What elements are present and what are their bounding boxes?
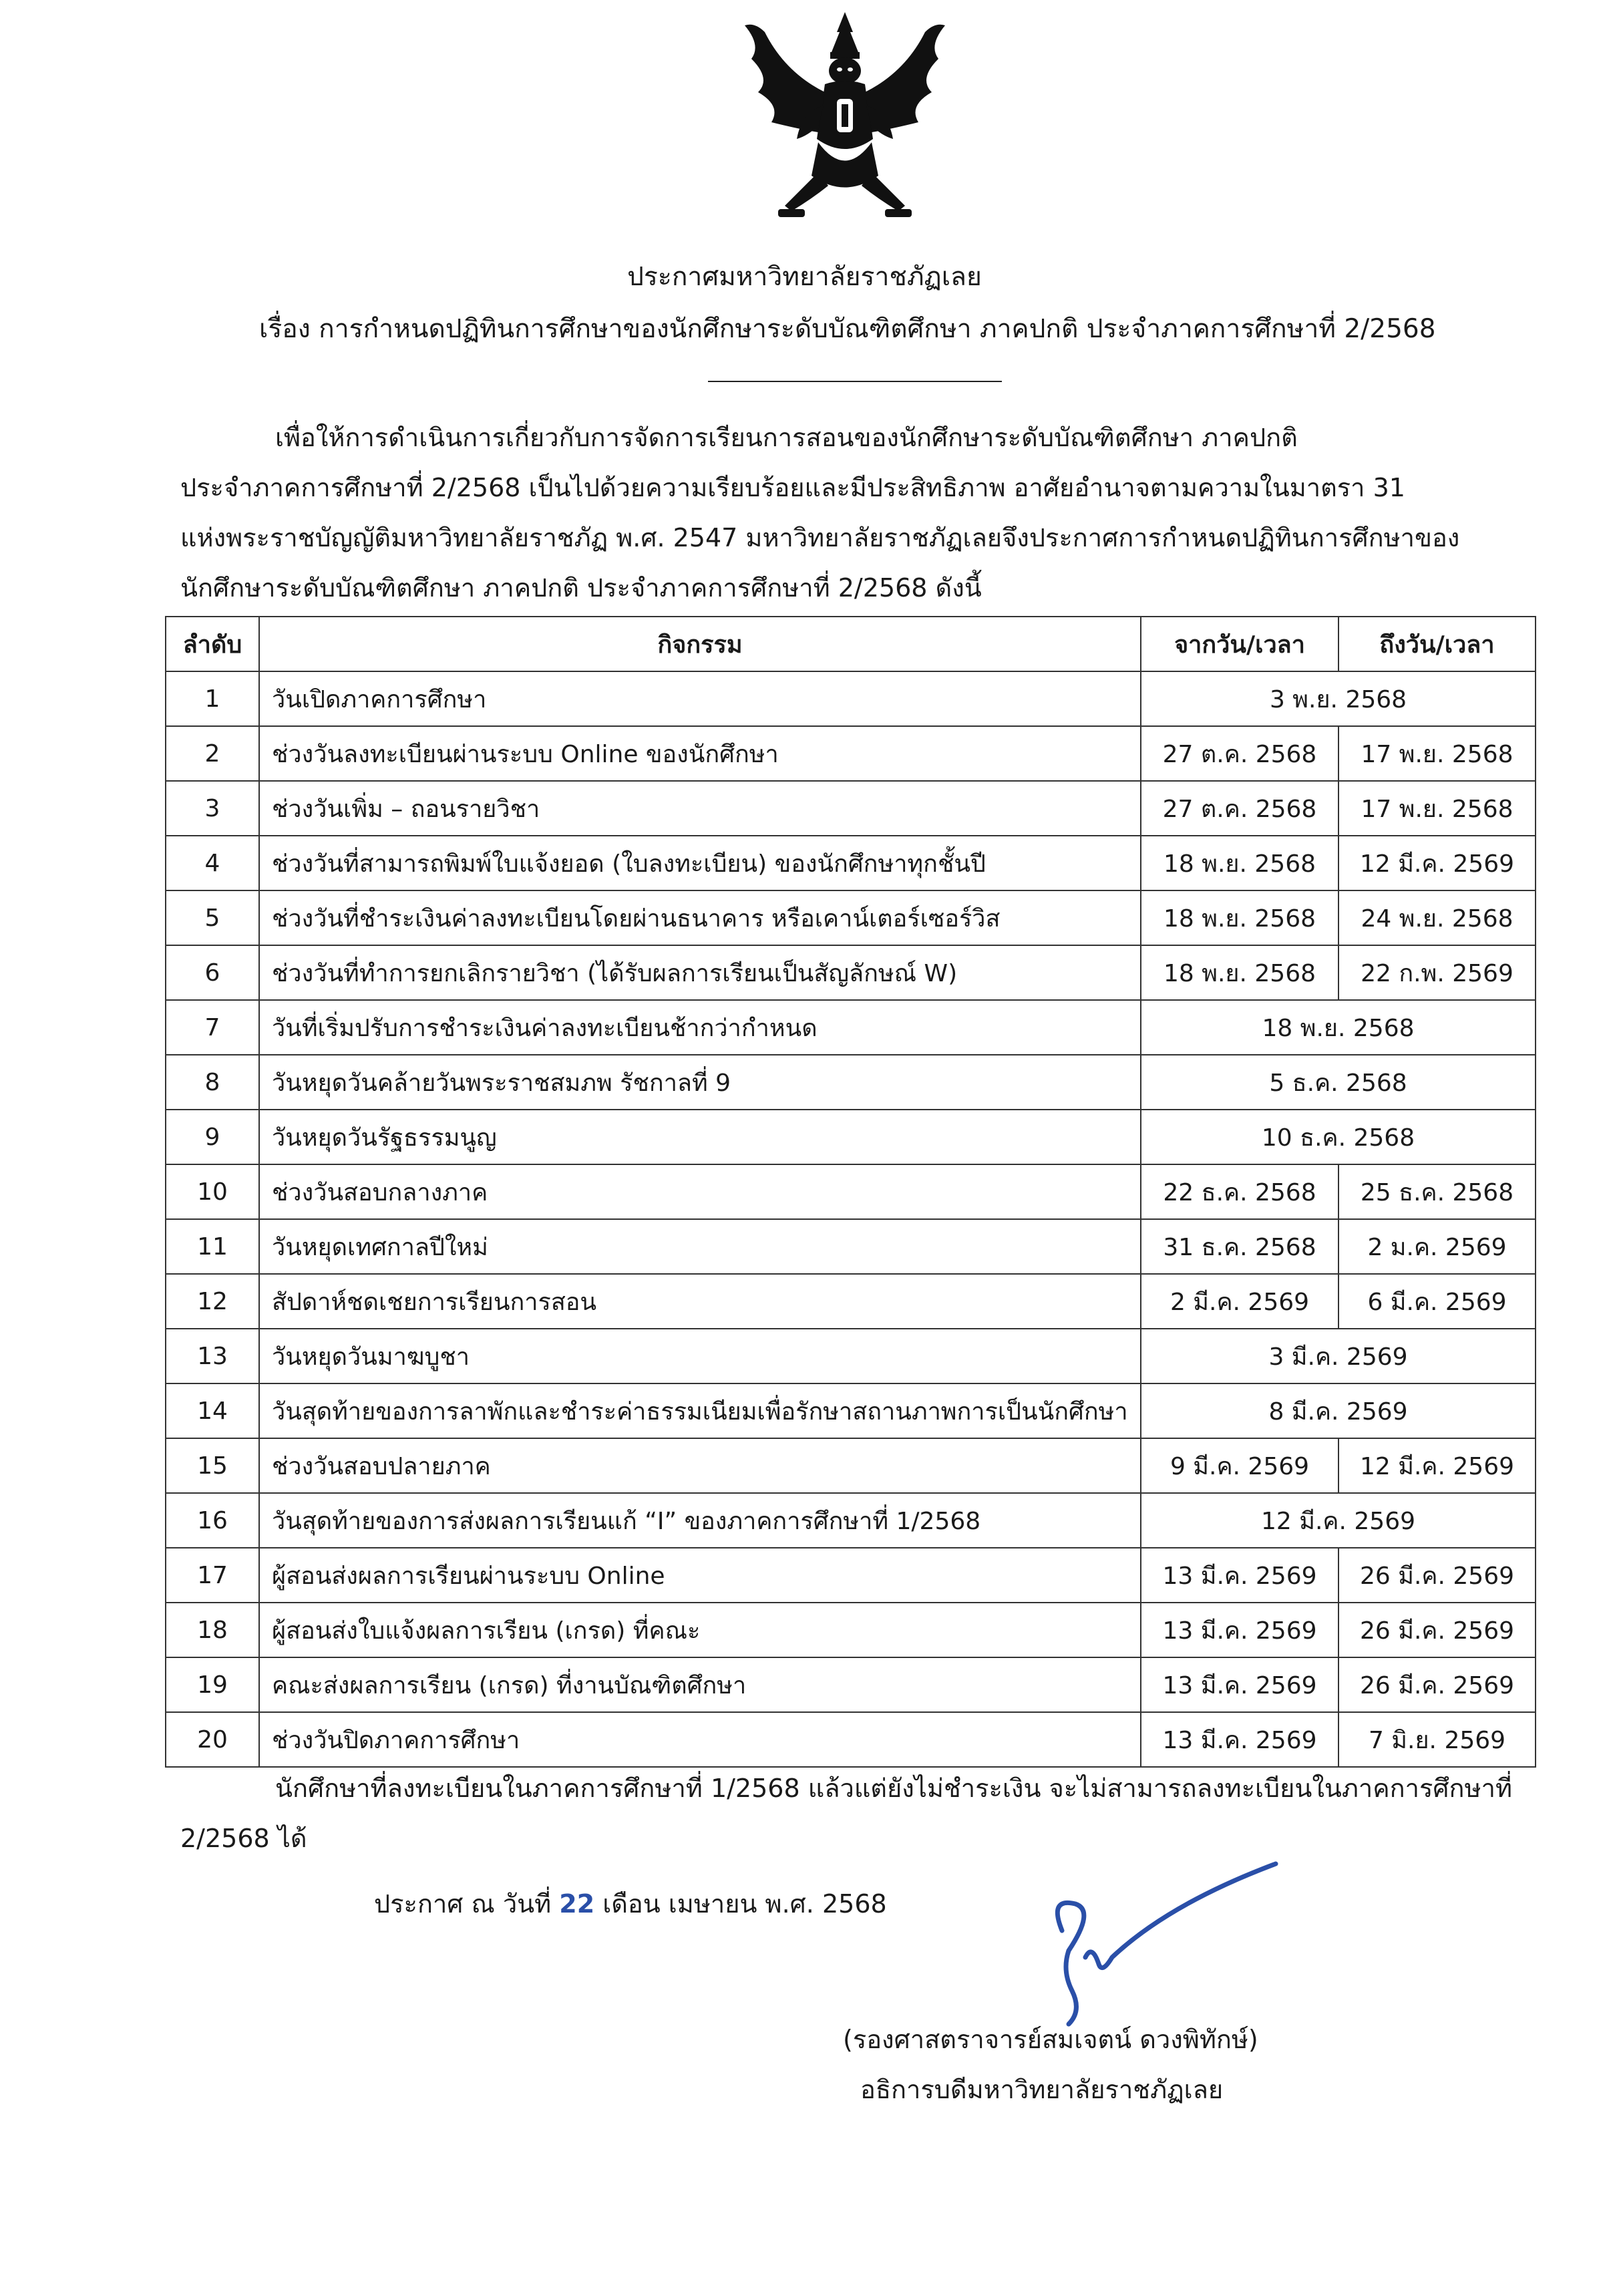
academic-calendar-table <box>165 616 1536 1768</box>
row-activity: วันหยุดเทศกาลปีใหม่ <box>259 1219 1141 1274</box>
row-number: 10 <box>166 1164 259 1219</box>
intro-line-4: นักศึกษาระดับบัณฑิตศึกษา ภาคปกติ ประจำภาคการศึกษาที่ 2/2568 ดังนี้ <box>180 573 982 603</box>
row-from-date: 18 พ.ย. 2568 <box>1141 890 1338 945</box>
table-row <box>166 781 1536 836</box>
row-number: 11 <box>166 1219 259 1274</box>
row-activity: วันหยุดวันมาฆบูชา <box>259 1329 1141 1383</box>
header-to: ถึงวัน/เวลา <box>1338 617 1536 671</box>
row-activity: วันสุดท้ายของการลาพักและชำระค่าธรรมเนียมเพื่อรักษาสถานภาพการเป็นนักศึกษา <box>259 1383 1141 1438</box>
note-line-2: 2/2568 ได้ <box>180 1824 307 1853</box>
row-to-date: 25 ธ.ค. 2568 <box>1338 1164 1536 1219</box>
row-date: 18 พ.ย. 2568 <box>1141 1000 1536 1055</box>
organization-title: ประกาศมหาวิทยาลัยราชภัฏเลย <box>627 262 982 292</box>
announcement-suffix: เดือน เมษายน พ.ศ. 2568 <box>602 1889 887 1919</box>
row-number: 5 <box>166 890 259 945</box>
row-date: 3 พ.ย. 2568 <box>1141 671 1536 726</box>
signatory-name: (รองศาสตราจารย์สมเจตน์ ดวงพิทักษ์) <box>843 2025 1258 2054</box>
row-activity: วันหยุดวันคล้ายวันพระราชสมภพ รัชกาลที่ 9 <box>259 1055 1141 1110</box>
row-from-date: 13 มี.ค. 2569 <box>1141 1657 1338 1712</box>
table-row <box>166 1110 1536 1164</box>
announcement-prefix: ประกาศ ณ วันที่ <box>374 1889 552 1919</box>
table-row <box>166 1438 1536 1493</box>
row-activity: ช่วงวันปิดภาคการศึกษา <box>259 1712 1141 1767</box>
table-header-row <box>166 617 1536 671</box>
table-row <box>166 1493 1536 1548</box>
row-activity: วันสุดท้ายของการส่งผลการเรียนแก้ “I” ของภาคการศึกษาที่ 1/2568 <box>259 1493 1141 1548</box>
garuda-emblem-icon <box>725 5 965 236</box>
row-from-date: 31 ธ.ค. 2568 <box>1141 1219 1338 1274</box>
row-to-date: 26 มี.ค. 2569 <box>1338 1548 1536 1603</box>
row-to-date: 12 มี.ค. 2569 <box>1338 1438 1536 1493</box>
row-number: 19 <box>166 1657 259 1712</box>
intro-line-2: ประจำภาคการศึกษาที่ 2/2568 เป็นไปด้วยความเรียบร้อยและมีประสิทธิภาพ อาศัยอำนาจตามความในมาตรา 31 <box>180 473 1405 502</box>
row-number: 2 <box>166 726 259 781</box>
handwritten-signature-icon <box>1022 1857 1302 2031</box>
row-activity: ผู้สอนส่งใบแจ้งผลการเรียน (เกรด) ที่คณะ <box>259 1603 1141 1657</box>
table-row <box>166 1055 1536 1110</box>
row-from-date: 18 พ.ย. 2568 <box>1141 836 1338 890</box>
row-number: 16 <box>166 1493 259 1548</box>
row-activity: ช่วงวันเพิ่ม – ถอนรายวิชา <box>259 781 1141 836</box>
row-from-date: 18 พ.ย. 2568 <box>1141 945 1338 1000</box>
header-from: จากวัน/เวลา <box>1141 617 1338 671</box>
header-activity: กิจกรรม <box>259 617 1141 671</box>
row-from-date: 13 มี.ค. 2569 <box>1141 1603 1338 1657</box>
table-row <box>166 890 1536 945</box>
row-activity: ผู้สอนส่งผลการเรียนผ่านระบบ Online <box>259 1548 1141 1603</box>
row-date: 5 ธ.ค. 2568 <box>1141 1055 1536 1110</box>
row-date: 3 มี.ค. 2569 <box>1141 1329 1536 1383</box>
title-divider <box>708 381 1002 382</box>
table-row <box>166 1000 1536 1055</box>
document-subject: เรื่อง การกำหนดปฏิทินการศึกษาของนักศึกษาระดับบัณฑิตศึกษา ภาคปกติ ประจำภาคการศึกษาที่ 2/2568 <box>259 314 1436 344</box>
row-from-date: 9 มี.ค. 2569 <box>1141 1438 1338 1493</box>
row-number: 6 <box>166 945 259 1000</box>
row-to-date: 22 ก.พ. 2569 <box>1338 945 1536 1000</box>
row-to-date: 17 พ.ย. 2568 <box>1338 726 1536 781</box>
row-number: 1 <box>166 671 259 726</box>
row-from-date: 27 ต.ค. 2568 <box>1141 726 1338 781</box>
table-row <box>166 1383 1536 1438</box>
row-activity: ช่วงวันสอบปลายภาค <box>259 1438 1141 1493</box>
row-from-date: 2 มี.ค. 2569 <box>1141 1274 1338 1329</box>
note-line-1: นักศึกษาที่ลงทะเบียนในภาคการศึกษาที่ 1/2568 แล้วแต่ยังไม่ชำระเงิน จะไม่สามารถลงทะเบียนในภาคการศึกษาที่ <box>275 1774 1512 1803</box>
header-no: ลำดับ <box>166 617 259 671</box>
table-row <box>166 836 1536 890</box>
row-activity: วันหยุดวันรัฐธรรมนูญ <box>259 1110 1141 1164</box>
row-from-date: 13 มี.ค. 2569 <box>1141 1712 1338 1767</box>
row-number: 9 <box>166 1110 259 1164</box>
row-activity: สัปดาห์ชดเชยการเรียนการสอน <box>259 1274 1141 1329</box>
table-row <box>166 1274 1536 1329</box>
row-activity: ช่วงวันที่สามารถพิมพ์ใบแจ้งยอด (ใบลงทะเบียน) ของนักศึกษาทุกชั้นปี <box>259 836 1141 890</box>
table-row <box>166 1164 1536 1219</box>
row-to-date: 24 พ.ย. 2568 <box>1338 890 1536 945</box>
row-number: 15 <box>166 1438 259 1493</box>
table-row <box>166 1712 1536 1767</box>
row-date: 12 มี.ค. 2569 <box>1141 1493 1536 1548</box>
row-number: 4 <box>166 836 259 890</box>
announcement-date <box>374 1887 887 1921</box>
row-to-date: 7 มิ.ย. 2569 <box>1338 1712 1536 1767</box>
table-row <box>166 671 1536 726</box>
row-to-date: 6 มี.ค. 2569 <box>1338 1274 1536 1329</box>
row-to-date: 2 ม.ค. 2569 <box>1338 1219 1536 1274</box>
intro-line-1: เพื่อให้การดำเนินการเกี่ยวกับการจัดการเรียนการสอนของนักศึกษาระดับบัณฑิตศึกษา ภาคปกติ <box>275 423 1298 452</box>
table-row <box>166 1219 1536 1274</box>
row-number: 17 <box>166 1548 259 1603</box>
intro-line-3: แห่งพระราชบัญญัติมหาวิทยาลัยราชภัฏ พ.ศ. 2547 มหาวิทยาลัยราชภัฏเลยจึงประกาศการกำหนดปฏิทินการศึกษาของ <box>180 523 1460 552</box>
row-number: 3 <box>166 781 259 836</box>
row-activity: ช่วงวันลงทะเบียนผ่านระบบ Online ของนักศึกษา <box>259 726 1141 781</box>
table-row <box>166 1603 1536 1657</box>
row-activity: ช่วงวันที่ชำระเงินค่าลงทะเบียนโดยผ่านธนาคาร หรือเคาน์เตอร์เซอร์วิส <box>259 890 1141 945</box>
table-row <box>166 945 1536 1000</box>
table-row <box>166 1548 1536 1603</box>
row-activity: ช่วงวันที่ทำการยกเลิกรายวิชา (ได้รับผลการเรียนเป็นสัญลักษณ์ W) <box>259 945 1141 1000</box>
table-body <box>166 671 1536 1767</box>
row-to-date: 12 มี.ค. 2569 <box>1338 836 1536 890</box>
table-row <box>166 1329 1536 1383</box>
row-number: 7 <box>166 1000 259 1055</box>
row-from-date: 13 มี.ค. 2569 <box>1141 1548 1338 1603</box>
row-activity: วันที่เริ่มปรับการชำระเงินค่าลงทะเบียนช้ากว่ากำหนด <box>259 1000 1141 1055</box>
row-to-date: 26 มี.ค. 2569 <box>1338 1657 1536 1712</box>
row-number: 14 <box>166 1383 259 1438</box>
row-to-date: 17 พ.ย. 2568 <box>1338 781 1536 836</box>
announcement-day: 22 <box>559 1889 595 1919</box>
row-activity: ช่วงวันสอบกลางภาค <box>259 1164 1141 1219</box>
row-from-date: 27 ต.ค. 2568 <box>1141 781 1338 836</box>
table-row <box>166 1657 1536 1712</box>
row-number: 12 <box>166 1274 259 1329</box>
row-number: 18 <box>166 1603 259 1657</box>
table-row <box>166 726 1536 781</box>
row-to-date: 26 มี.ค. 2569 <box>1338 1603 1536 1657</box>
row-number: 20 <box>166 1712 259 1767</box>
signatory-position: อธิการบดีมหาวิทยาลัยราชภัฏเลย <box>860 2075 1224 2104</box>
row-from-date: 22 ธ.ค. 2568 <box>1141 1164 1338 1219</box>
row-number: 13 <box>166 1329 259 1383</box>
row-date: 10 ธ.ค. 2568 <box>1141 1110 1536 1164</box>
row-date: 8 มี.ค. 2569 <box>1141 1383 1536 1438</box>
row-activity: วันเปิดภาคการศึกษา <box>259 671 1141 726</box>
row-number: 8 <box>166 1055 259 1110</box>
row-activity: คณะส่งผลการเรียน (เกรด) ที่งานบัณฑิตศึกษา <box>259 1657 1141 1712</box>
